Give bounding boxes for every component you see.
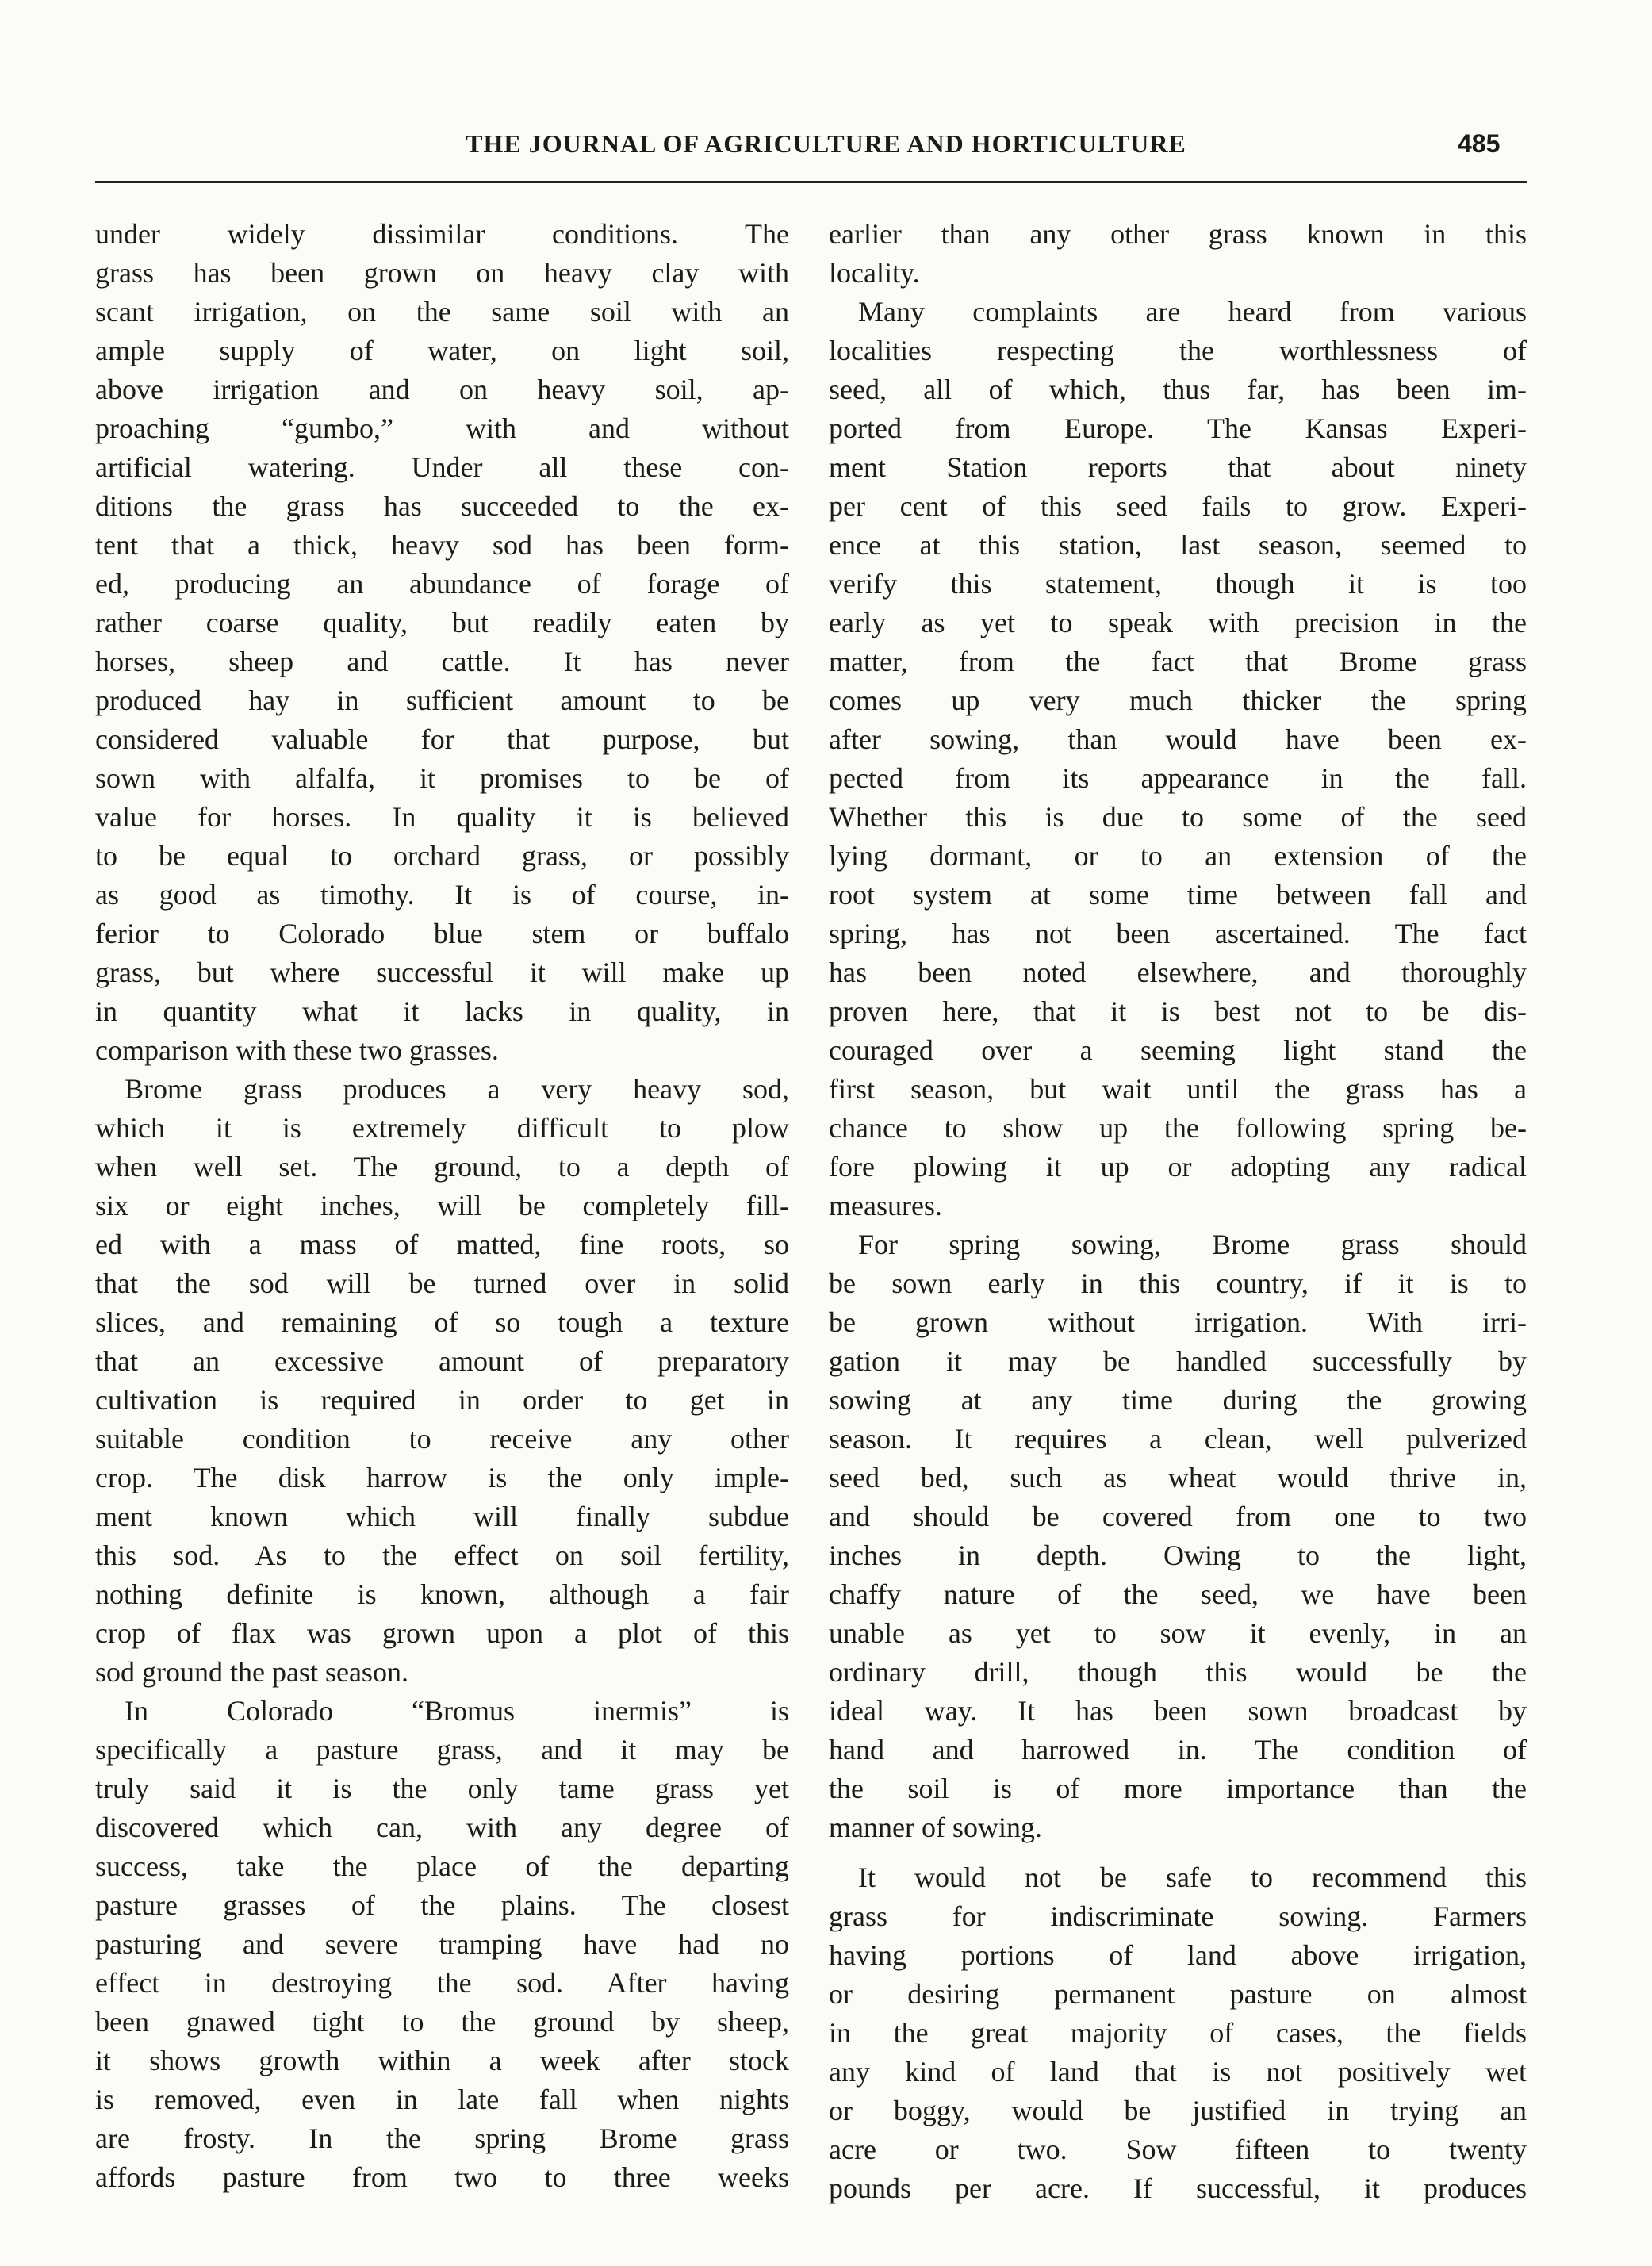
text-line: cultivation is required in order to get in (95, 1384, 789, 1416)
text-line: tent that a thick, heavy sod has been form- (95, 529, 789, 561)
text-line: sown with alfalfa, it promises to be of (95, 762, 789, 794)
text-line: pasturing and severe tramping have had no (95, 1928, 789, 1960)
text-line: having portions of land above irrigation, (829, 1939, 1527, 1971)
text-line: pounds per acre. If successful, it produces (829, 2172, 1527, 2204)
text-line: or boggy, would be justified in trying an (829, 2095, 1527, 2126)
text-line: discovered which can, with any degree of (95, 1812, 789, 1843)
text-line: gation it may be handled successfully by (829, 1345, 1527, 1377)
text-line: proaching “gumbo,” with and without (95, 412, 789, 444)
text-line: after sowing, than would have been ex- (829, 723, 1527, 755)
journal-title: THE JOURNAL OF AGRICULTURE AND HORTICULTURE (466, 129, 1186, 158)
text-line: ported from Europe. The Kansas Experi- (829, 412, 1527, 444)
paragraph (829, 293, 1527, 1225)
text-line: be grown without irrigation. With irri- (829, 1306, 1527, 1338)
text-line: the soil is of more importance than the (829, 1773, 1527, 1804)
text-line: it shows growth within a week after stock (95, 2045, 789, 2076)
text-line: acre or two. Sow fifteen to twenty (829, 2134, 1527, 2165)
text-line: inches in depth. Owing to the light, (829, 1539, 1527, 1571)
text-line: ment Station reports that about ninety (829, 451, 1527, 483)
paragraph (95, 1070, 789, 1692)
text-line: as good as timothy. It is of course, in- (95, 879, 789, 911)
right-column (829, 215, 1527, 2208)
text-line: spring, has not been ascertained. The fact (829, 918, 1527, 949)
text-line: produced hay in sufficient amount to be (95, 684, 789, 716)
text-line: fore plowing it up or adopting any radical (829, 1151, 1527, 1183)
paragraph (95, 1692, 789, 2197)
text-line: proven here, that it is best not to be dis- (829, 995, 1527, 1027)
header-rule (95, 181, 1527, 183)
text-line: grass, but where successful it will make up (95, 957, 789, 988)
text-line: pasture grasses of the plains. The closest (95, 1889, 789, 1921)
text-line: matter, from the fact that Brome grass (829, 646, 1527, 677)
text-line: ample supply of water, on light soil, (95, 335, 789, 366)
text-line: sod ground the past season. (95, 1656, 408, 1688)
text-line: hand and harrowed in. The condition of (829, 1734, 1527, 1766)
text-line: pected from its appearance in the fall. (829, 762, 1527, 794)
text-line: ordinary drill, though this would be the (829, 1656, 1527, 1688)
text-line: chance to show up the following spring be- (829, 1112, 1527, 1144)
text-line: ferior to Colorado blue stem or buffalo (95, 918, 789, 949)
text-line: In Colorado “Bromus inermis” is (125, 1695, 789, 1727)
text-line: ed, producing an abundance of forage of (95, 568, 789, 600)
text-line: comes up very much thicker the spring (829, 684, 1527, 716)
text-line: considered valuable for that purpose, but (95, 723, 789, 755)
text-line: is removed, even in late fall when nights (95, 2084, 789, 2115)
text-line: unable as yet to sow it evenly, in an (829, 1617, 1527, 1649)
text-line: been gnawed tight to the ground by sheep, (95, 2006, 789, 2038)
text-line: manner of sowing. (829, 1812, 1042, 1843)
text-line: slices, and remaining of so tough a texture (95, 1306, 789, 1338)
text-line: chaffy nature of the seed, we have been (829, 1578, 1527, 1610)
text-line: affords pasture from two to three weeks (95, 2161, 789, 2193)
text-line: to be equal to orchard grass, or possibly (95, 840, 789, 872)
text-line: above irrigation and on heavy soil, ap- (95, 374, 789, 405)
text-line: measures. (829, 1190, 942, 1221)
text-line: nothing definite is known, although a fair (95, 1578, 789, 1610)
text-line: localities respecting the worthlessness of (829, 335, 1527, 366)
text-line: be sown early in this country, if it is to (829, 1267, 1527, 1299)
text-line: It would not be safe to recommend this (858, 1861, 1527, 1893)
text-line: couraged over a seeming light stand the (829, 1034, 1527, 1066)
text-line: any kind of land that is not positively wet (829, 2056, 1527, 2088)
left-column (95, 215, 789, 2197)
paragraph (95, 215, 789, 1070)
text-line: ed with a mass of matted, fine roots, so (95, 1229, 789, 1260)
text-line: six or eight inches, will be completely fill- (95, 1190, 789, 1221)
text-line: lying dormant, or to an extension of the (829, 840, 1527, 872)
text-line: comparison with these two grasses. (95, 1034, 499, 1066)
text-line: artificial watering. Under all these con- (95, 451, 789, 483)
text-line: in quantity what it lacks in quality, in (95, 995, 789, 1027)
text-line: truly said it is the only tame grass yet (95, 1773, 789, 1804)
text-line: per cent of this seed fails to grow. Experi- (829, 490, 1527, 522)
text-line: seed bed, such as wheat would thrive in, (829, 1462, 1527, 1493)
text-line: under widely dissimilar conditions. The (95, 218, 789, 250)
text-line: sowing at any time during the growing (829, 1384, 1527, 1416)
text-line: ditions the grass has succeeded to the ex- (95, 490, 789, 522)
text-line: effect in destroying the sod. After having (95, 1967, 789, 1999)
text-line: horses, sheep and cattle. It has never (95, 646, 789, 677)
text-line: success, take the place of the departing (95, 1850, 789, 1882)
paragraph (829, 1858, 1527, 2208)
text-line: specifically a pasture grass, and it may be (95, 1734, 789, 1766)
text-line: season. It requires a clean, well pulverized (829, 1423, 1527, 1455)
text-line: earlier than any other grass known in this (829, 218, 1527, 250)
text-line: scant irrigation, on the same soil with an (95, 296, 789, 328)
text-line: suitable condition to receive any other (95, 1423, 789, 1455)
page-number: 485 (1458, 129, 1501, 158)
text-line: seed, all of which, thus far, has been im- (829, 374, 1527, 405)
text-line: ence at this station, last season, seemed to (829, 529, 1527, 561)
text-line: which it is extremely difficult to plow (95, 1112, 789, 1144)
text-line: early as yet to speak with precision in the (829, 607, 1527, 638)
text-line: locality. (829, 257, 920, 289)
text-line: grass for indiscriminate sowing. Farmers (829, 1900, 1527, 1932)
paragraph (829, 1225, 1527, 1847)
text-line: Whether this is due to some of the seed (829, 801, 1527, 833)
text-line: that the sod will be turned over in solid (95, 1267, 789, 1299)
text-line: crop. The disk harrow is the only imple- (95, 1462, 789, 1493)
text-line: crop of flax was grown upon a plot of this (95, 1617, 789, 1649)
text-line: rather coarse quality, but readily eaten by (95, 607, 789, 638)
paragraph (829, 215, 1527, 293)
text-line: that an excessive amount of preparatory (95, 1345, 789, 1377)
text-line: this sod. As to the effect on soil fertility, (95, 1539, 789, 1571)
text-line: value for horses. In quality it is believed (95, 801, 789, 833)
text-line: are frosty. In the spring Brome grass (95, 2122, 789, 2154)
text-line: ideal way. It has been sown broadcast by (829, 1695, 1527, 1727)
text-line: in the great majority of cases, the fields (829, 2017, 1527, 2049)
text-line: Many complaints are heard from various (858, 296, 1527, 328)
text-line: For spring sowing, Brome grass should (858, 1229, 1527, 1260)
text-line: when well set. The ground, to a depth of (95, 1151, 789, 1183)
text-line: Brome grass produces a very heavy sod, (125, 1073, 789, 1105)
text-line: first season, but wait until the grass has a (829, 1073, 1527, 1105)
text-line: ment known which will finally subdue (95, 1501, 789, 1532)
text-line: or desiring permanent pasture on almost (829, 1978, 1527, 2010)
text-line: root system at some time between fall and (829, 879, 1527, 911)
text-line: verify this statement, though it is too (829, 568, 1527, 600)
text-line: and should be covered from one to two (829, 1501, 1527, 1532)
text-line: grass has been grown on heavy clay with (95, 257, 789, 289)
text-line: has been noted elsewhere, and thoroughly (829, 957, 1527, 988)
